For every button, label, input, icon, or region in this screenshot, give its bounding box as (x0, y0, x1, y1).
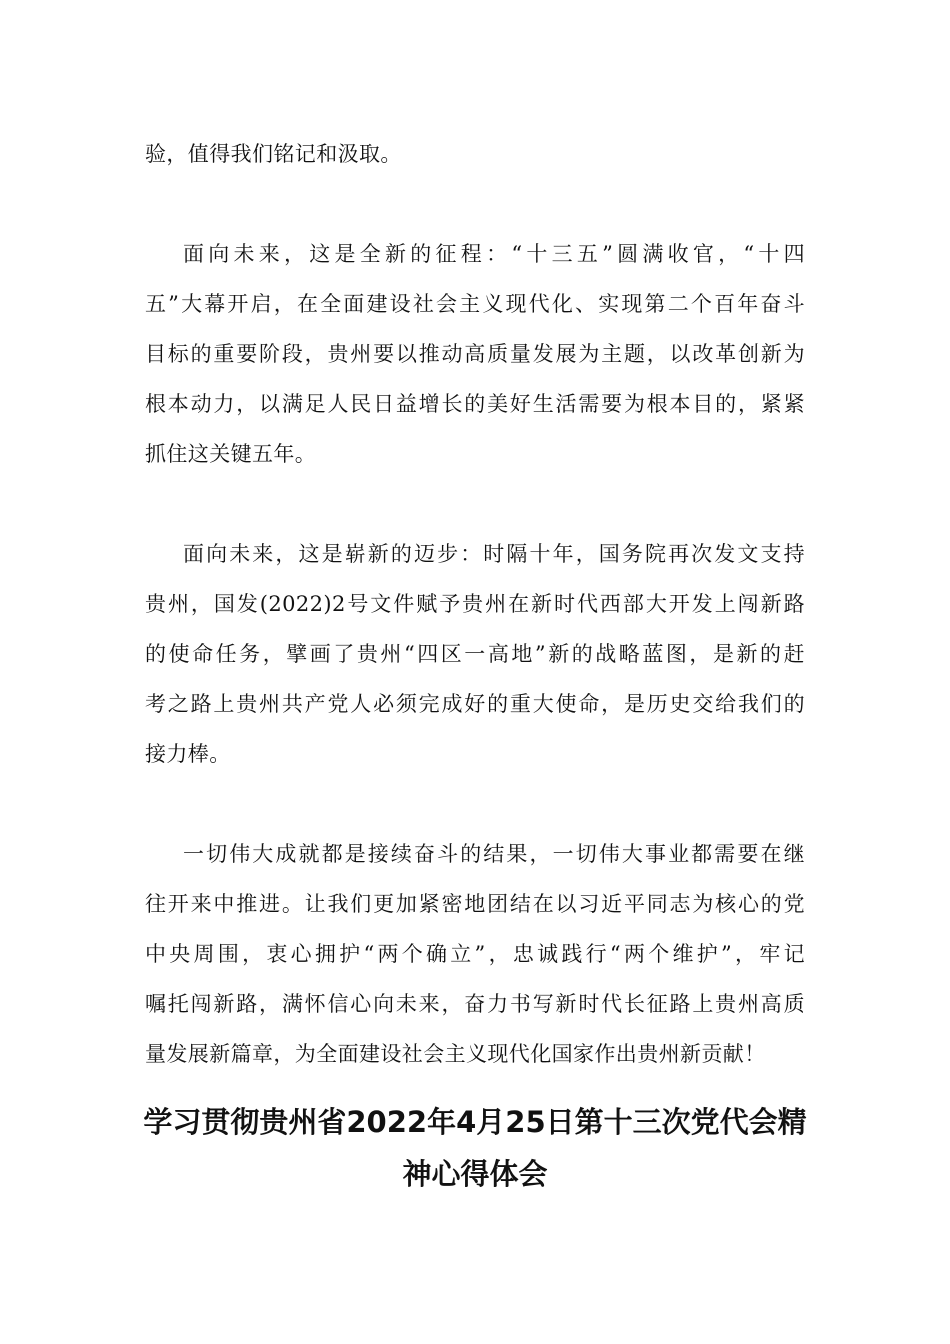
paragraph-0-line-0: 验，值得我们铭记和汲取。 (145, 142, 402, 166)
paragraph-3-line-0: 一切伟大成就都是接续奋斗的结果，一切伟大事业都需要在继 (183, 842, 805, 866)
paragraph-3-line-1: 往开来中推进。让我们更加紧密地团结在以习近平同志为核心的党 (145, 892, 805, 916)
paragraph-2-line-1: 贵州，国发(2022)2号文件赋予贵州在新时代西部大开发上闯新路 (145, 592, 805, 616)
paragraph-1-line-2: 目标的重要阶段，贵州要以推动高质量发展为主题，以改革创新为 (145, 342, 805, 366)
paragraph-1-line-3: 根本动力，以满足人民日益增长的美好生活需要为根本目的，紧紧 (145, 392, 805, 416)
paragraph-1-line-4: 抓住这关键五年。 (145, 442, 317, 466)
document-title-line-0: 学习贯彻贵州省2022年4月25日第十三次党代会精 (143, 1105, 807, 1139)
paragraph-3-line-4: 量发展新篇章，为全面建设社会主义现代化国家作出贵州新贡献！ (145, 1042, 766, 1066)
paragraph-3-line-2: 中央周围，衷心拥护“两个确立”，忠诚践行“两个维护”，牢记 (145, 942, 805, 966)
paragraph-2-line-0: 面向未来，这是崭新的迈步：时隔十年，国务院再次发文支持 (183, 542, 805, 566)
paragraph-2-line-4: 接力棒。 (145, 742, 231, 766)
paragraph-1-line-0: 面向未来，这是全新的征程：“十三五”圆满收官，“十四 (183, 242, 805, 266)
paragraph-2-line-3: 考之路上贵州共产党人必须完成好的重大使命，是历史交给我们的 (145, 692, 805, 716)
document-title-line-1: 神心得体会 (402, 1157, 548, 1191)
paragraph-1-line-1: 五”大幕开启，在全面建设社会主义现代化、实现第二个百年奋斗 (145, 292, 805, 316)
paragraph-2-line-2: 的使命任务，擘画了贵州“四区一高地”新的战略蓝图，是新的赶 (145, 642, 805, 666)
paragraph-3-line-3: 嘱托闯新路，满怀信心向未来，奋力书写新时代长征路上贵州高质 (145, 992, 805, 1016)
